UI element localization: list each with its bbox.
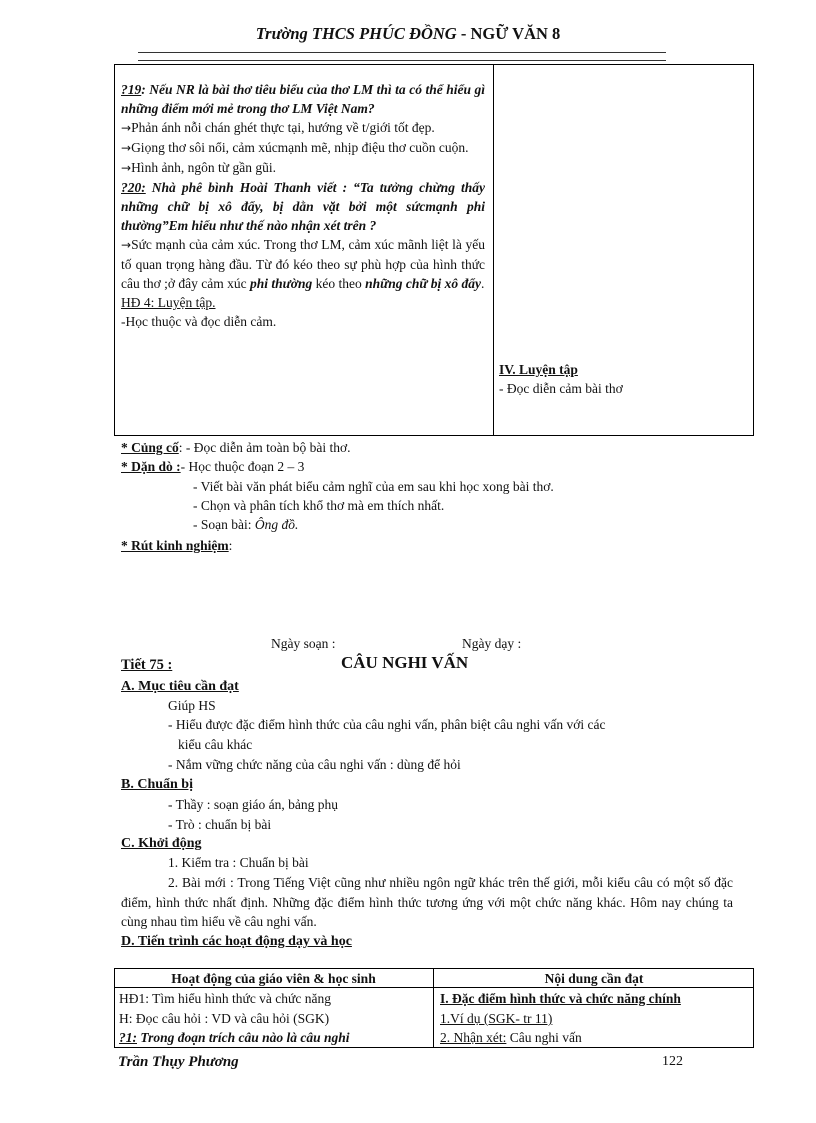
teach-date-label: Ngày dạy : [462, 636, 522, 651]
prep-line: - Trò : chuẩn bị bài [168, 817, 272, 832]
school-name: Trường THCS PHÚC ĐỒNG [255, 24, 457, 43]
question-19: ?19: Nếu NR là bài thơ tiêu biểu của thơ LM thì ta có thể hiểu gì những điểm mới mẻ trong thơ LM Việt Nam? [121, 82, 485, 116]
lesson-number: Tiết 75 : [121, 657, 173, 673]
answer-line: →Phản ánh nỗi chán ghét thực tại, hướng về t/giới tốt đẹp. [121, 120, 435, 135]
section-c-heading: C. Khởi động [121, 836, 202, 851]
page-header-title [0, 24, 816, 44]
practice-heading: IV. Luyện tập [499, 362, 578, 377]
homework-item: - Chọn và phân tích khổ thơ mà em thích nhất. [193, 498, 445, 513]
experience-heading: * Rút kinh nghiệm: [121, 538, 233, 553]
table-cell: I. Đặc điểm hình thức và chức năng chính [440, 991, 681, 1006]
activity-4-line: -Học thuộc và đọc diễn cảm. [121, 314, 277, 329]
table-cell: ?1: Trong đoạn trích câu nào là câu nghi [119, 1030, 350, 1045]
activity-4-heading: HĐ 4: Luyện tập. [121, 295, 216, 310]
header-double-rule [138, 52, 666, 61]
lesson-title: CÂU NGHI VẤN [341, 653, 469, 672]
objective-line: - Nắm vững chức năng của câu nghi vấn : dùng để hỏi [168, 757, 461, 772]
right-arrow-icon: → [121, 161, 132, 175]
teacher-activity-column [121, 80, 485, 331]
warmup-line: 1. Kiểm tra : Chuẩn bị bài [168, 855, 309, 870]
table-header-content: Nội dung cần đạt [544, 971, 644, 986]
answer-line: →Sức mạnh của cảm xúc. Trong thơ LM, cảm xúc mãnh liệt là yếu tố quan trọng hàng đầu. Từ đó kéo theo sự phù hợp của hình thức câu thơ ;ở đây cảm xúc phi thường kéo theo những chữ bị xô đẩy. [121, 237, 485, 291]
table-cell: H: Đọc câu hỏi : VD và câu hỏi (SGK) [119, 1011, 330, 1026]
practice-item: - Đọc diễn cảm bài thơ [499, 381, 623, 396]
objective-line: Giúp HS [168, 698, 216, 713]
right-arrow-icon: → [121, 121, 132, 135]
homework-line: * Dặn dò :- Học thuộc đoạn 2 – 3 [121, 459, 305, 474]
section-d-heading: D. Tiến trình các hoạt động dạy và học [121, 934, 352, 949]
homework-item: - Soạn bài: Ông đồ. [193, 517, 299, 532]
homework-item: - Viết bài văn phát biểu cảm nghĩ của em sau khi học xong bài thơ. [193, 479, 554, 494]
subject-name: - NGỮ VĂN 8 [456, 24, 561, 43]
right-arrow-icon: → [121, 141, 132, 155]
objective-line: kiểu câu khác [178, 737, 253, 752]
objective-line: - Hiểu được đặc điểm hình thức của câu nghi vấn, phân biệt câu nghi vấn với các [168, 717, 606, 732]
table-column-divider [493, 64, 494, 436]
answer-line: →Hình ảnh, ngôn từ gần gũi. [121, 160, 276, 175]
table-cell: HĐ1: Tìm hiểu hình thức và chức năng [119, 991, 331, 1006]
section-b-heading: B. Chuẩn bị [121, 777, 193, 792]
content-column [499, 360, 749, 398]
prep-line: - Thầy : soạn giáo án, bảng phụ [168, 797, 338, 812]
page-number: 122 [662, 1054, 683, 1069]
question-20: ?20: Nhà phê bình Hoài Thanh viết : “Ta tưởng chừng thấy những chữ bị xô đẩy, bị dằn vặt bởi một sứcmạnh phi thường”Em hiểu như thế nào nhận xét trên ? [121, 180, 485, 233]
table-header-activity: Hoạt động của giáo viên & học sinh [171, 971, 376, 986]
consolidation-line: * Củng cố: - Đọc diễn ảm toàn bộ bài thơ. [121, 440, 351, 455]
table-cell: 1.Ví dụ (SGK- tr 11) [440, 1011, 553, 1026]
warmup-paragraph: 2. Bài mới : Trong Tiếng Việt cũng như nhiều ngôn ngữ khác trên thế giới, mỗi kiểu câu có một số đặc điểm, hình thức nhất định. Những đặc điểm hình thức tương ứng với một chức năng khác. Hôm nay chúng ta cùng nhau tìm hiểu về câu nghi vấn. [121, 875, 733, 929]
section-a-heading: A. Mục tiêu cần đạt [121, 679, 239, 694]
table-cell: 2. Nhận xét: Câu nghi vấn [440, 1030, 582, 1045]
prep-date-label: Ngày soạn : [271, 636, 336, 651]
right-arrow-icon: → [121, 238, 132, 252]
author-name: Trần Thụy Phương [118, 1054, 239, 1070]
answer-line: →Giọng thơ sôi nổi, cảm xúcmạnh mẽ, nhịp điệu thơ cuồn cuộn. [121, 140, 469, 155]
